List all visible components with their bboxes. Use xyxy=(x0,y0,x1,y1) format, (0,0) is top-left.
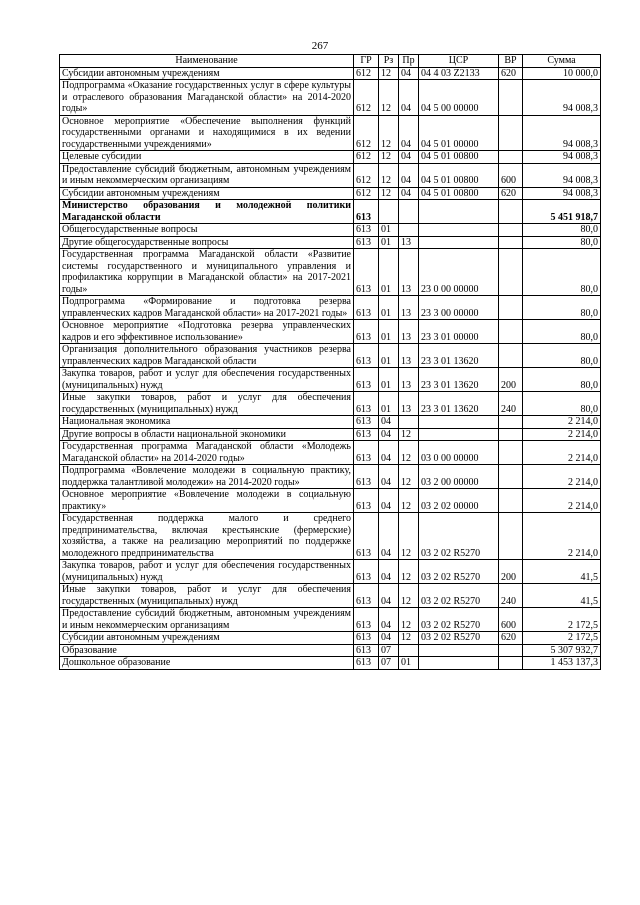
table-row xyxy=(60,416,601,429)
cell-name: Подпрограмма «Оказание государственных услуг в сфере культуры и отраслевого образования Магаданской области» на 2014-2020 годы» xyxy=(60,80,354,116)
cell-vr xyxy=(499,416,523,429)
cell-gr: 613 xyxy=(354,465,379,489)
table-row xyxy=(60,513,601,560)
cell-rz: 01 xyxy=(379,224,399,237)
cell-gr: 612 xyxy=(354,163,379,187)
cell-rz: 12 xyxy=(379,163,399,187)
cell-pr: 01 xyxy=(399,657,419,670)
cell-name: Государственная программа Магаданской области «Развитие системы государственного и муниципального управления и профилактика коррупции в Магаданской области» на 2017-2021 годы» xyxy=(60,249,354,296)
cell-gr: 612 xyxy=(354,80,379,116)
cell-gr: 612 xyxy=(354,67,379,80)
cell-name: Министерство образования и молодежной политики Магаданской области xyxy=(60,200,354,224)
table-row xyxy=(60,560,601,584)
cell-csr: 03 2 02 R5270 xyxy=(419,560,499,584)
cell-name: Предоставление субсидий бюджетным, автономным учреждениям и иным некоммерческим организациям xyxy=(60,163,354,187)
cell-name: Подпрограмма «Вовлечение молодежи в социальную практику, поддержка талантливой молодежи» на 2014-2020 годы» xyxy=(60,465,354,489)
cell-vr xyxy=(499,428,523,441)
cell-csr: 23 3 01 13620 xyxy=(419,392,499,416)
cell-pr: 04 xyxy=(399,187,419,200)
table-row xyxy=(60,151,601,164)
cell-sum: 80,0 xyxy=(523,368,601,392)
cell-sum: 94 008,3 xyxy=(523,115,601,151)
cell-gr: 613 xyxy=(354,441,379,465)
column-header-name: Наименование xyxy=(60,55,354,68)
table-row xyxy=(60,80,601,116)
cell-rz: 01 xyxy=(379,296,399,320)
cell-csr: 04 5 01 00800 xyxy=(419,187,499,200)
cell-pr: 13 xyxy=(399,249,419,296)
cell-pr: 04 xyxy=(399,151,419,164)
cell-name: Иные закупки товаров, работ и услуг для обеспечения государственных (муниципальных) нужд xyxy=(60,584,354,608)
cell-csr: 03 2 00 00000 xyxy=(419,465,499,489)
cell-gr: 612 xyxy=(354,115,379,151)
cell-gr: 613 xyxy=(354,513,379,560)
cell-csr: 04 5 01 00800 xyxy=(419,151,499,164)
cell-rz: 04 xyxy=(379,428,399,441)
cell-sum: 2 214,0 xyxy=(523,465,601,489)
cell-pr: 12 xyxy=(399,489,419,513)
cell-rz: 01 xyxy=(379,344,399,368)
cell-gr: 613 xyxy=(354,249,379,296)
cell-name: Государственная поддержка малого и среднего предпринимательства, включая крестьянские (фермерские) хозяйства, а также на реализацию мероприятий по поддержке молодежного предпринимательства xyxy=(60,513,354,560)
cell-vr xyxy=(499,236,523,249)
cell-name: Иные закупки товаров, работ и услуг для обеспечения государственных (муниципальных) нужд xyxy=(60,392,354,416)
cell-rz: 12 xyxy=(379,151,399,164)
cell-pr xyxy=(399,200,419,224)
cell-gr: 613 xyxy=(354,584,379,608)
cell-pr: 12 xyxy=(399,441,419,465)
cell-name: Целевые субсидии xyxy=(60,151,354,164)
cell-sum: 80,0 xyxy=(523,320,601,344)
cell-csr: 04 5 01 00800 xyxy=(419,163,499,187)
cell-gr: 613 xyxy=(354,344,379,368)
cell-vr: 200 xyxy=(499,560,523,584)
cell-rz: 01 xyxy=(379,368,399,392)
cell-pr: 13 xyxy=(399,344,419,368)
cell-csr: 03 2 02 R5270 xyxy=(419,513,499,560)
table-row xyxy=(60,163,601,187)
cell-csr: 04 4 03 Z2133 xyxy=(419,67,499,80)
cell-gr: 612 xyxy=(354,187,379,200)
cell-csr: 03 2 02 R5270 xyxy=(419,632,499,645)
cell-vr xyxy=(499,249,523,296)
cell-sum: 2 214,0 xyxy=(523,428,601,441)
cell-gr: 613 xyxy=(354,632,379,645)
cell-vr: 620 xyxy=(499,187,523,200)
cell-vr: 620 xyxy=(499,67,523,80)
cell-rz: 04 xyxy=(379,632,399,645)
cell-sum: 2 172,5 xyxy=(523,608,601,632)
cell-gr: 613 xyxy=(354,236,379,249)
cell-sum: 94 008,3 xyxy=(523,151,601,164)
cell-name: Предоставление субсидий бюджетным, автономным учреждениям и иным некоммерческим организациям xyxy=(60,608,354,632)
cell-vr xyxy=(499,344,523,368)
cell-name: Основное мероприятие «Подготовка резерва управленческих кадров и его эффективное использование» xyxy=(60,320,354,344)
cell-sum: 2 214,0 xyxy=(523,489,601,513)
cell-csr xyxy=(419,644,499,657)
cell-name: Основное мероприятие «Обеспечение выполнения функций государственными органами и находящимися в их ведении государственными учреждениями» xyxy=(60,115,354,151)
cell-pr: 12 xyxy=(399,560,419,584)
cell-rz: 04 xyxy=(379,416,399,429)
table-row xyxy=(60,657,601,670)
cell-csr xyxy=(419,657,499,670)
cell-csr: 03 2 02 R5270 xyxy=(419,608,499,632)
cell-sum: 1 453 137,3 xyxy=(523,657,601,670)
cell-csr: 23 3 01 00000 xyxy=(419,320,499,344)
cell-vr xyxy=(499,465,523,489)
cell-gr: 613 xyxy=(354,560,379,584)
table-row xyxy=(60,368,601,392)
cell-pr: 04 xyxy=(399,80,419,116)
table-header-row xyxy=(60,55,601,68)
cell-rz: 04 xyxy=(379,441,399,465)
page-number: 267 xyxy=(311,40,329,52)
cell-gr: 613 xyxy=(354,392,379,416)
cell-vr xyxy=(499,489,523,513)
cell-name: Закупка товаров, работ и услуг для обеспечения государственных (муниципальных) нужд xyxy=(60,560,354,584)
cell-rz: 01 xyxy=(379,320,399,344)
cell-name: Подпрограмма «Формирование и подготовка резерва управленческих кадров Магаданской области» на 2017-2021 годы» xyxy=(60,296,354,320)
cell-gr: 613 xyxy=(354,489,379,513)
table-row xyxy=(60,632,601,645)
table-row xyxy=(60,608,601,632)
cell-vr xyxy=(499,657,523,670)
cell-sum: 80,0 xyxy=(523,249,601,296)
budget-table xyxy=(59,54,601,670)
cell-csr xyxy=(419,428,499,441)
cell-gr: 612 xyxy=(354,151,379,164)
cell-vr: 240 xyxy=(499,392,523,416)
cell-csr: 23 3 01 13620 xyxy=(419,368,499,392)
table-row xyxy=(60,644,601,657)
cell-pr: 12 xyxy=(399,513,419,560)
cell-sum: 80,0 xyxy=(523,224,601,237)
cell-csr: 23 3 01 13620 xyxy=(419,344,499,368)
cell-sum: 94 008,3 xyxy=(523,187,601,200)
cell-csr: 23 0 00 00000 xyxy=(419,249,499,296)
cell-name: Субсидии автономным учреждениям xyxy=(60,187,354,200)
cell-csr xyxy=(419,236,499,249)
cell-vr: 200 xyxy=(499,368,523,392)
cell-vr xyxy=(499,200,523,224)
cell-rz: 04 xyxy=(379,584,399,608)
table-row xyxy=(60,320,601,344)
cell-gr: 613 xyxy=(354,608,379,632)
cell-csr: 03 0 00 00000 xyxy=(419,441,499,465)
cell-pr: 12 xyxy=(399,584,419,608)
cell-sum: 80,0 xyxy=(523,392,601,416)
cell-sum: 2 214,0 xyxy=(523,416,601,429)
cell-rz: 04 xyxy=(379,608,399,632)
cell-pr: 12 xyxy=(399,632,419,645)
column-header-pr: Пр xyxy=(399,55,419,68)
cell-name: Дошкольное образование xyxy=(60,657,354,670)
cell-sum: 80,0 xyxy=(523,296,601,320)
column-header-vr: ВР xyxy=(499,55,523,68)
cell-rz: 04 xyxy=(379,489,399,513)
cell-sum: 2 172,5 xyxy=(523,632,601,645)
cell-vr xyxy=(499,513,523,560)
cell-sum: 94 008,3 xyxy=(523,163,601,187)
cell-name: Субсидии автономным учреждениям xyxy=(60,632,354,645)
cell-rz: 01 xyxy=(379,236,399,249)
cell-rz: 07 xyxy=(379,644,399,657)
cell-csr: 04 5 00 00000 xyxy=(419,80,499,116)
cell-csr: 03 2 02 00000 xyxy=(419,489,499,513)
cell-pr: 04 xyxy=(399,67,419,80)
cell-vr: 600 xyxy=(499,608,523,632)
cell-rz: 12 xyxy=(379,67,399,80)
cell-vr xyxy=(499,80,523,116)
column-header-sum: Сумма xyxy=(523,55,601,68)
cell-rz xyxy=(379,200,399,224)
cell-csr: 04 5 01 00000 xyxy=(419,115,499,151)
cell-vr xyxy=(499,151,523,164)
table-row xyxy=(60,428,601,441)
cell-gr: 613 xyxy=(354,200,379,224)
cell-gr: 613 xyxy=(354,428,379,441)
table-row xyxy=(60,441,601,465)
table-body xyxy=(60,67,601,669)
column-header-gr: ГР xyxy=(354,55,379,68)
cell-vr xyxy=(499,320,523,344)
table-row xyxy=(60,236,601,249)
cell-sum: 10 000,0 xyxy=(523,67,601,80)
table-row xyxy=(60,224,601,237)
cell-sum: 80,0 xyxy=(523,236,601,249)
table-row xyxy=(60,67,601,80)
cell-pr xyxy=(399,416,419,429)
cell-csr xyxy=(419,416,499,429)
cell-name: Субсидии автономным учреждениям xyxy=(60,67,354,80)
cell-sum: 94 008,3 xyxy=(523,80,601,116)
cell-csr xyxy=(419,200,499,224)
cell-vr xyxy=(499,224,523,237)
table-row xyxy=(60,489,601,513)
cell-rz: 07 xyxy=(379,657,399,670)
cell-pr: 12 xyxy=(399,608,419,632)
cell-rz: 12 xyxy=(379,187,399,200)
cell-pr: 13 xyxy=(399,236,419,249)
table-row xyxy=(60,187,601,200)
table-row xyxy=(60,344,601,368)
cell-vr: 240 xyxy=(499,584,523,608)
column-header-rz: Рз xyxy=(379,55,399,68)
cell-sum: 2 214,0 xyxy=(523,441,601,465)
cell-name: Основное мероприятие «Вовлечение молодежи в социальную практику» xyxy=(60,489,354,513)
cell-vr: 600 xyxy=(499,163,523,187)
cell-name: Закупка товаров, работ и услуг для обеспечения государственных (муниципальных) нужд xyxy=(60,368,354,392)
cell-vr xyxy=(499,441,523,465)
cell-rz: 04 xyxy=(379,513,399,560)
cell-pr: 13 xyxy=(399,296,419,320)
cell-gr: 613 xyxy=(354,416,379,429)
cell-csr xyxy=(419,224,499,237)
cell-sum: 80,0 xyxy=(523,344,601,368)
cell-name: Другие вопросы в области национальной экономики xyxy=(60,428,354,441)
cell-pr: 12 xyxy=(399,465,419,489)
cell-gr: 613 xyxy=(354,657,379,670)
cell-vr xyxy=(499,115,523,151)
cell-rz: 04 xyxy=(379,560,399,584)
cell-pr: 13 xyxy=(399,392,419,416)
cell-pr xyxy=(399,224,419,237)
cell-rz: 01 xyxy=(379,249,399,296)
cell-pr: 04 xyxy=(399,163,419,187)
table-row xyxy=(60,584,601,608)
cell-vr: 620 xyxy=(499,632,523,645)
cell-pr: 13 xyxy=(399,368,419,392)
cell-gr: 613 xyxy=(354,296,379,320)
table-row xyxy=(60,200,601,224)
table-row xyxy=(60,465,601,489)
cell-pr: 13 xyxy=(399,320,419,344)
table-row xyxy=(60,392,601,416)
cell-gr: 613 xyxy=(354,644,379,657)
table-row xyxy=(60,115,601,151)
cell-name: Другие общегосударственные вопросы xyxy=(60,236,354,249)
cell-sum: 5 307 932,7 xyxy=(523,644,601,657)
cell-pr: 12 xyxy=(399,428,419,441)
cell-csr: 23 3 00 00000 xyxy=(419,296,499,320)
cell-gr: 613 xyxy=(354,320,379,344)
cell-vr xyxy=(499,644,523,657)
cell-rz: 12 xyxy=(379,115,399,151)
cell-gr: 613 xyxy=(354,224,379,237)
cell-name: Организация дополнительного образования участников резерва управленческих кадров Магаданской области xyxy=(60,344,354,368)
cell-rz: 12 xyxy=(379,80,399,116)
cell-pr xyxy=(399,644,419,657)
table-row xyxy=(60,249,601,296)
cell-rz: 04 xyxy=(379,465,399,489)
cell-name: Национальная экономика xyxy=(60,416,354,429)
cell-csr: 03 2 02 R5270 xyxy=(419,584,499,608)
cell-rz: 01 xyxy=(379,392,399,416)
cell-vr xyxy=(499,296,523,320)
cell-sum: 41,5 xyxy=(523,584,601,608)
cell-sum: 2 214,0 xyxy=(523,513,601,560)
cell-pr: 04 xyxy=(399,115,419,151)
cell-name: Образование xyxy=(60,644,354,657)
column-header-csr: ЦСР xyxy=(419,55,499,68)
cell-sum: 5 451 918,7 xyxy=(523,200,601,224)
table-row xyxy=(60,296,601,320)
cell-gr: 613 xyxy=(354,368,379,392)
cell-sum: 41,5 xyxy=(523,560,601,584)
cell-name: Общегосударственные вопросы xyxy=(60,224,354,237)
cell-name: Государственная программа Магаданской области «Молодежь Магаданской области» на 2014-2020 годы» xyxy=(60,441,354,465)
